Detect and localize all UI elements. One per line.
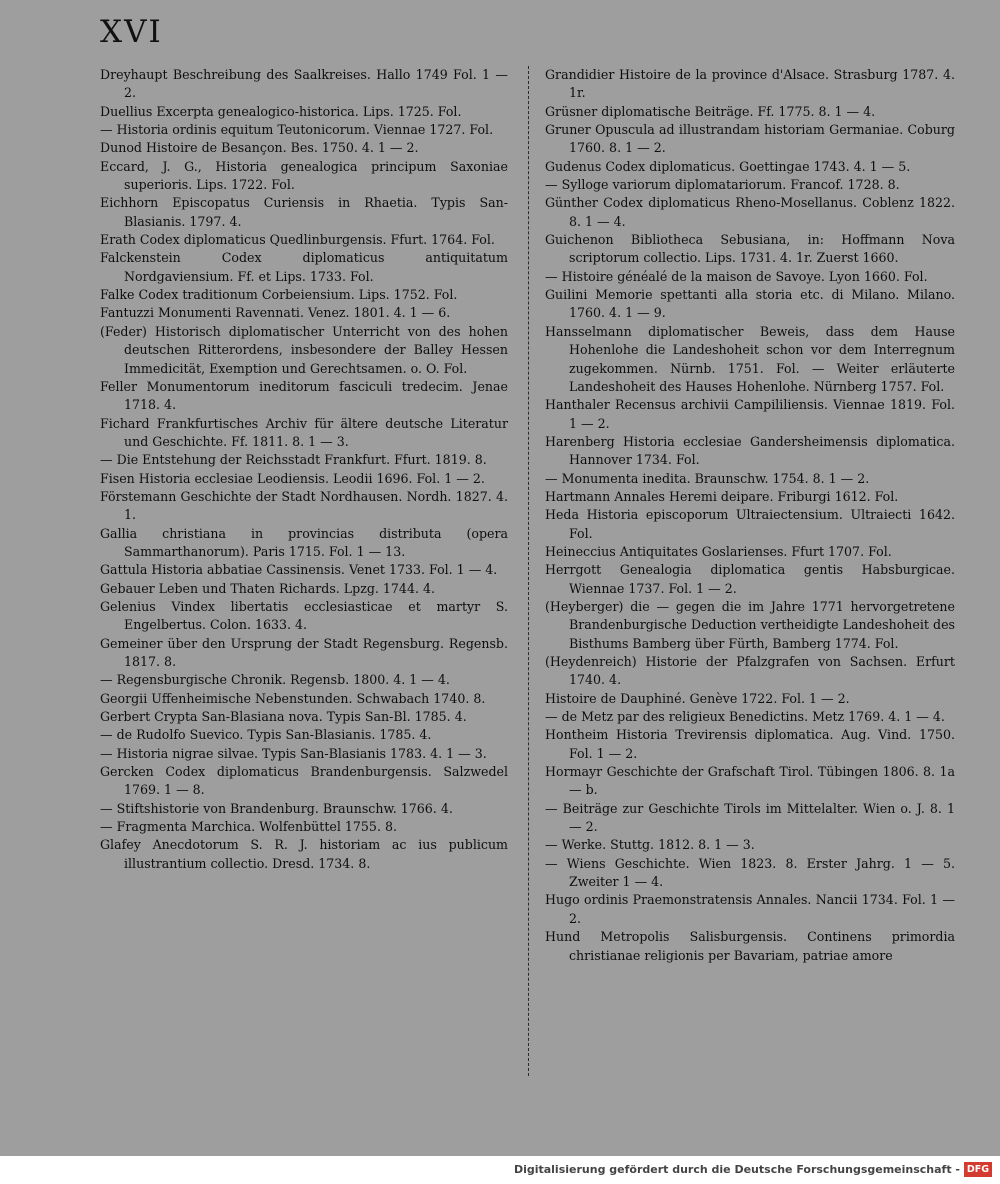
- bibliography-entry: — Werke. Stuttg. 1812. 8. 1 — 3.: [545, 837, 755, 853]
- bibliography-entry: Hontheim Historia Trevirensis diplomatica. Aug. Vind. 1750. Fol. 1 — 2.: [545, 727, 955, 761]
- bibliography-entry: (Heydenreich) Historie der Pfalzgrafen von Sachsen. Erfurt 1740. 4.: [545, 654, 955, 688]
- bibliography-entry: Eichhorn Episcopatus Curiensis in Rhaetia. Typis San-Blasianis. 1797. 4.: [100, 195, 508, 229]
- bibliography-entry: Heineccius Antiquitates Goslarienses. Ffurt 1707. Fol.: [545, 543, 892, 559]
- bibliography-entry: Hund Metropolis Salisburgensis. Continens primordia christianae religionis per Bavariam, patriae amore: [545, 929, 955, 963]
- bibliography-entry: — de Rudolfo Suevico. Typis San-Blasianis. 1785. 4.: [100, 727, 432, 743]
- bibliography-entry: Gemeiner über den Ursprung der Stadt Regensburg. Regensb. 1817. 8.: [100, 635, 508, 669]
- bibliography-entry: (Heyberger) die — gegen die im Jahre 1771 hervorgetretene Brandenburgische Deduction vertheidigte Landeshoheit des Bisthums Bamberg über Fürth, Bamberg 1774. Fol.: [545, 598, 955, 651]
- bibliography-entry: Duellius Excerpta genealogico-historica. Lips. 1725. Fol.: [100, 103, 462, 119]
- bibliography-entry: Fisen Historia ecclesiae Leodiensis. Leodii 1696. Fol. 1 — 2.: [100, 470, 485, 486]
- bibliography-entry: Guichenon Bibliotheca Sebusiana, in: Hoffmann Nova scriptorum collectio. Lips. 1731. 4. 1r. Zuerst 1660.: [545, 232, 955, 266]
- bibliography-entry: Erath Codex diplomaticus Quedlinburgensis. Ffurt. 1764. Fol.: [100, 232, 495, 248]
- right-column: [545, 66, 955, 965]
- bibliography-entry: — Monumenta inedita. Braunschw. 1754. 8. 1 — 2.: [545, 470, 870, 486]
- bibliography-entry: Herrgott Genealogia diplomatica gentis Habsburgicae. Wiennae 1737. Fol. 1 — 2.: [545, 562, 955, 596]
- bibliography-entry: Eccard, J. G., Historia genealogica principum Saxoniae superioris. Lips. 1722. Fol.: [100, 158, 508, 193]
- bibliography-entry: — de Metz par des religieux Benedictins. Metz 1769. 4. 1 — 4.: [545, 709, 945, 725]
- bibliography-entry: Gercken Codex diplomaticus Brandenburgensis. Salzwedel 1769. 1 — 8.: [100, 764, 508, 798]
- bibliography-entry: Gruner Opuscula ad illustrandam historiam Germaniae. Coburg 1760. 8. 1 — 2.: [545, 122, 955, 156]
- bibliography-entry: Hormayr Geschichte der Grafschaft Tirol. Tübingen 1806. 8. 1a — b.: [545, 764, 955, 798]
- bibliography-entry: Falke Codex traditionum Corbeiensium. Lips. 1752. Fol.: [100, 287, 458, 303]
- bibliography-entry: Heda Historia episcoporum Ultraiectensium. Ultraiecti 1642. Fol.: [545, 507, 955, 541]
- bibliography-entry: Feller Monumentorum ineditorum fasciculi tredecim. Jenae 1718. 4.: [100, 378, 508, 413]
- bibliography-entry: Georgii Uffenheimische Nebenstunden. Schwabach 1740. 8.: [100, 690, 486, 706]
- bibliography-entry: — Sylloge variorum diplomatariorum. Francof. 1728. 8.: [545, 177, 900, 193]
- bibliography-entry: — Histoire généalé de la maison de Savoye. Lyon 1660. Fol.: [545, 268, 928, 284]
- bibliography-entry: Dreyhaupt Beschreibung des Saalkreises. Hallo 1749 Fol. 1 — 2.: [100, 67, 508, 101]
- bibliography-entry: Förstemann Geschichte der Stadt Nordhausen. Nordh. 1827. 4. 1.: [100, 488, 508, 523]
- bibliography-entry: Fichard Frankfurtisches Archiv für ältere deutsche Literatur und Geschichte. Ff. 1811. 8. 1 — 3.: [100, 415, 508, 449]
- bibliography-entry: — Wiens Geschichte. Wien 1823. 8. Erster Jahrg. 1 — 5. Zweiter 1 — 4.: [545, 855, 955, 890]
- bibliography-entry: Hugo ordinis Praemonstratensis Annales. Nancii 1734. Fol. 1 — 2.: [545, 892, 955, 926]
- bibliography-entry: Grüsner diplomatische Beiträge. Ff. 1775. 8. 1 — 4.: [545, 103, 876, 119]
- bibliography-entry: — Fragmenta Marchica. Wolfenbüttel 1755. 8.: [100, 819, 397, 835]
- bibliography-entry: Gudenus Codex diplomaticus. Goettingae 1743. 4. 1 — 5.: [545, 158, 911, 174]
- bibliography-entry: Harenberg Historia ecclesiae Gandersheimensis diplomatica. Hannover 1734. Fol.: [545, 433, 955, 468]
- bibliography-entry: — Historia ordinis equitum Teutonicorum. Viennae 1727. Fol.: [100, 122, 494, 138]
- bibliography-entry: (Feder) Historisch diplomatischer Unterricht von des hohen deutschen Ritterordens, insbesondere der Balley Hessen Immedicität, Exemption und Gerechtsamen. o. O. Fol.: [100, 323, 508, 376]
- bibliography-entry: Hartmann Annales Heremi deipare. Friburgi 1612. Fol.: [545, 488, 899, 504]
- left-column: [100, 66, 508, 873]
- bibliography-entry: Dunod Histoire de Besançon. Bes. 1750. 4. 1 — 2.: [100, 140, 419, 156]
- column-divider: [528, 66, 529, 1076]
- footer-bar: [0, 1156, 1000, 1184]
- bibliography-entry: — Regensburgische Chronik. Regensb. 1800. 4. 1 — 4.: [100, 672, 450, 688]
- bibliography-entry: Falckenstein Codex diplomaticus antiquitatum Nordgaviensium. Ff. et Lips. 1733. Fol.: [100, 250, 508, 284]
- bibliography-entry: Gebauer Leben und Thaten Richards. Lpzg. 1744. 4.: [100, 580, 435, 596]
- page-number: XVI: [100, 14, 163, 50]
- bibliography-entry: — Beiträge zur Geschichte Tirols im Mittelalter. Wien o. J. 8. 1 — 2.: [545, 800, 955, 835]
- bibliography-entry: Grandidier Histoire de la province d'Alsace. Strasburg 1787. 4. 1r.: [545, 67, 955, 101]
- bibliography-entry: Glafey Anecdotorum S. R. J. historiam ac ius publicum illustrantium collectio. Dresd. 1734. 8.: [100, 837, 508, 871]
- bibliography-entry: Gelenius Vindex libertatis ecclesiasticae et martyr S. Engelbertus. Colon. 1633. 4.: [100, 598, 508, 633]
- bibliography-entry: Hanthaler Recensus archivii Campililiensis. Viennae 1819. Fol. 1 — 2.: [545, 397, 955, 431]
- dfg-logo-icon[interactable]: DFG: [964, 1162, 992, 1177]
- bibliography-entry: Gallia christiana in provincias distributa (opera Sammarthanorum). Paris 1715. Fol. 1 — 13.: [100, 525, 508, 559]
- bibliography-entry: — Die Entstehung der Reichsstadt Frankfurt. Ffurt. 1819. 8.: [100, 452, 487, 468]
- bibliography-entry: Histoire de Dauphiné. Genève 1722. Fol. 1 — 2.: [545, 690, 850, 706]
- bibliography-entry: — Historia nigrae silvae. Typis San-Blasianis 1783. 4. 1 — 3.: [100, 745, 487, 761]
- bibliography-entry: Guilini Memorie spettanti alla storia etc. di Milano. Milano. 1760. 4. 1 — 9.: [545, 287, 955, 321]
- bibliography-entry: — Stiftshistorie von Brandenburg. Braunschw. 1766. 4.: [100, 800, 453, 816]
- bibliography-entry: Gerbert Crypta San-Blasiana nova. Typis San-Bl. 1785. 4.: [100, 709, 467, 725]
- bibliography-entry: Gattula Historia abbatiae Cassinensis. Venet 1733. Fol. 1 — 4.: [100, 562, 498, 578]
- bibliography-entry: Hansselmann diplomatischer Beweis, dass dem Hause Hohenlohe die Landeshoheit schon vor dem Interregnum zugekommen. Nürnb. 1751. Fol. — Weiter erläuterte Landeshoheit des Hauses Hohenlohe. Nürnberg 1757. Fol.: [545, 323, 955, 394]
- bibliography-entry: Fantuzzi Monumenti Ravennati. Venez. 1801. 4. 1 — 6.: [100, 305, 451, 321]
- bibliography-entry: Günther Codex diplomaticus Rheno-Mosellanus. Coblenz 1822. 8. 1 — 4.: [545, 195, 955, 229]
- funding-notice: Digitalisierung gefördert durch die Deutsche Forschungsgemeinschaft -: [513, 1163, 960, 1176]
